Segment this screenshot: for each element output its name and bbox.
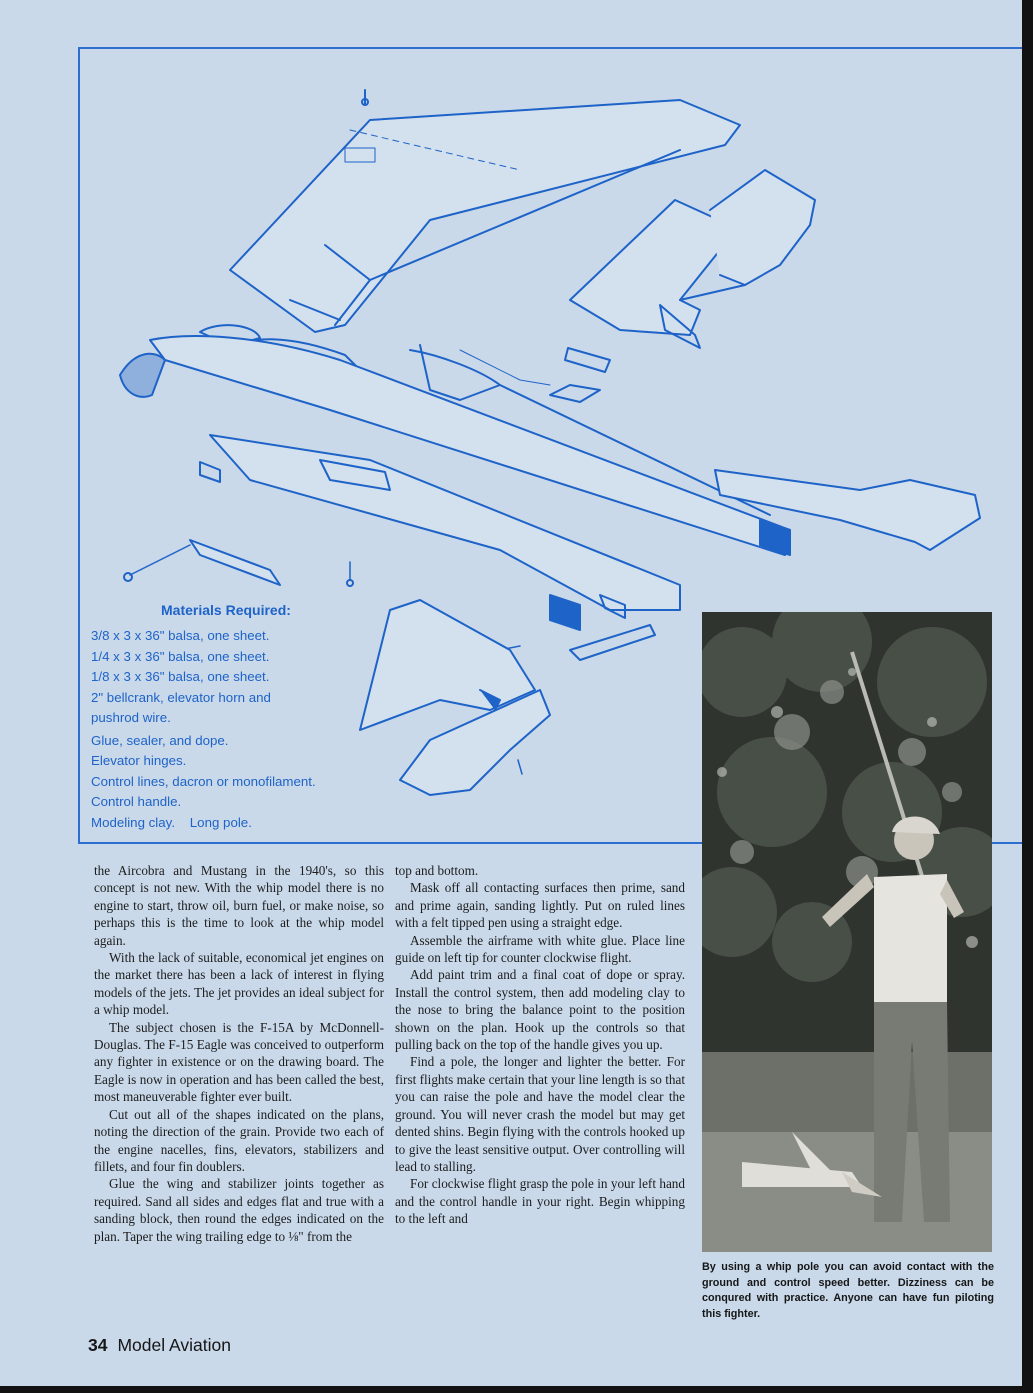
materials-item: Control lines, dacron or monofilament. — [91, 773, 316, 789]
publication-name: Model Aviation — [117, 1335, 231, 1355]
materials-item: Glue, sealer, and dope. — [91, 732, 229, 748]
scan-edge-bottom — [0, 1386, 1033, 1393]
article-paragraph: With the lack of suitable, economical jet engines on the market there has been a lack of interest in flying models of the jets. The jet provides an ideal subject for a whip model. — [94, 950, 384, 1018]
article-paragraph: The subject chosen is the F-15A by McDonnell-Douglas. The F-15 Eagle was conceived to outperform any fighter in existence or on the drawing board. The Eagle is now in operation and has been called the best, most maneuverable fighter ever built. — [94, 1019, 384, 1105]
materials-item: 2" bellcrank, elevator horn and — [91, 689, 271, 705]
photo-boy-with-whip-pole — [702, 612, 992, 1252]
article-paragraph: Assemble the airframe with white glue. Place line guide on left tip for counter clockwise flight. — [395, 932, 685, 966]
vertical-fins — [565, 170, 815, 372]
materials-item: 1/8 x 3 x 36" balsa, one sheet. — [91, 669, 270, 684]
materials-item: Modeling clay. Long pole. — [91, 814, 252, 830]
article-paragraph: Cut out all of the shapes indicated on the plans, noting the direction of the grain. Provide two each of the engine nacelles, fins, elevators, stabilizers and fillets, and four fin doublers. — [94, 1106, 384, 1174]
frame-rule-bottom-right — [992, 842, 1022, 844]
materials-title: Materials Required: — [161, 602, 291, 618]
article-paragraph: the Aircobra and Mustang in the 1940's, so this concept is not new. With the whip model there is no engine to start, throw oil, burn fuel, or make noise, so perhaps this is the time to look at the whip model again. — [94, 863, 384, 948]
materials-item: 3/8 x 3 x 36" balsa, one sheet. — [91, 628, 270, 643]
article-column-2 — [395, 862, 685, 1228]
article-paragraph: top and bottom. — [395, 863, 479, 878]
article-paragraph: For clockwise flight grasp the pole in your left hand and the control handle in your right. Begin whipping to the left and — [395, 1176, 685, 1227]
article-paragraph: Add paint trim and a final coat of dope or spray. Install the control system, then add modeling clay to the nose to bring the balance point to the position shown on the plan. Hook up the controls so that pulling back on the top of the handle gives you up. — [395, 967, 685, 1053]
article-paragraph: Find a pole, the longer and lighter the better. For first flights make certain that your line length is so that you can raise the pole and have the model clear the ground. You will never crash the model but may get dented shins. Begin flying with the controls hooked up to give the least sensitive output. Over controlling will lead to stalling. — [395, 1054, 685, 1174]
materials-list — [91, 602, 391, 833]
frame-rule-bottom — [78, 842, 702, 844]
photo-caption: By using a whip pole you can avoid contact with the ground and control speed better. Dizziness can be conqured with practice. Anyone can have fun piloting this fighter. — [702, 1261, 994, 1321]
materials-item: 1/4 x 3 x 36" balsa, one sheet. — [91, 648, 270, 664]
materials-item: Control handle. — [91, 794, 182, 809]
scan-edge-right — [1022, 0, 1033, 1393]
photo-illustration — [702, 612, 992, 1252]
frame-rule-top — [78, 47, 1022, 49]
article-column-1 — [94, 862, 384, 1245]
page-folio — [88, 1335, 231, 1356]
page-number: 34 — [88, 1335, 108, 1355]
materials-item: Elevator hinges. — [91, 753, 187, 768]
article-paragraph: Glue the wing and stabilizer joints together as required. Sand all sides and edges flat and true with a sanding block, then round the edges indicated on the plan. Taper the wing trailing edge to ⅛" from the — [94, 1176, 384, 1244]
materials-item: pushrod wire. — [91, 710, 171, 725]
article-paragraph: Mask off all contacting surfaces then prime, sand and prime again, sanding lightly. Put on ruled lines with a felt tipped pen using a straight edge. — [395, 880, 685, 931]
